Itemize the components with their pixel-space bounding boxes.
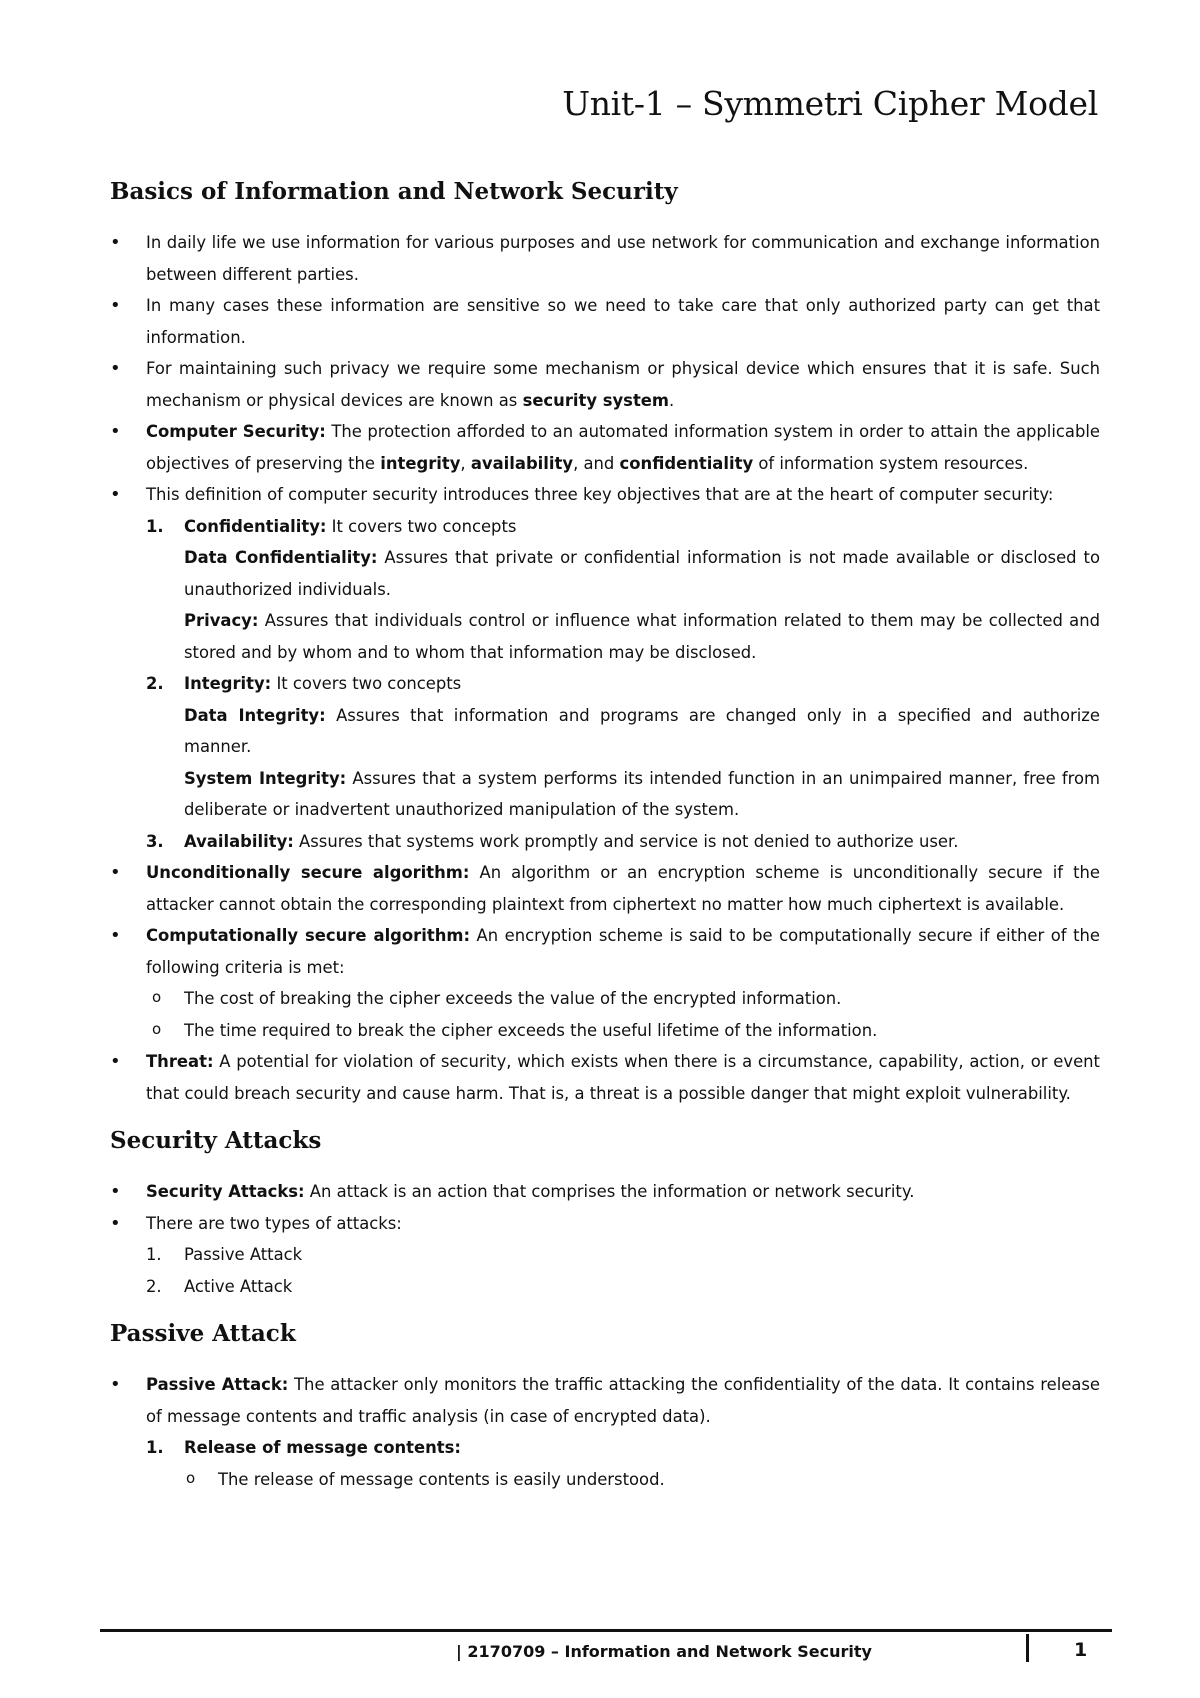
list-item: • In many cases these information are sensitive so we need to take care that only authorized party can get that information. — [110, 290, 1100, 353]
list-item: • Passive Attack: The attacker only monitors the traffic attacking the confidentiality of the data. It contains release of message contents and traffic analysis (in case of encrypted data). — [110, 1369, 1100, 1432]
list-item: • For maintaining such privacy we require some mechanism or physical device which ensures that it is safe. Such mechanism or physical devices are known as security system. — [110, 353, 1100, 416]
numbered-item-availability: 3. Availability: Assures that systems work promptly and service is not denied to authorize user. — [146, 831, 959, 851]
list-item: • This definition of computer security introduces three key objectives that are at the heart of computer security: — [110, 479, 1100, 511]
definition-data-integrity: Data Integrity: Assures that information and programs are changed only in a specified and authorize manner. — [184, 705, 1100, 756]
numbered-item-confidentiality: 1. Confidentiality: It covers two concepts — [146, 516, 517, 536]
sub-list-item: o The time required to break the cipher exceeds the useful lifetime of the information. — [110, 1015, 1100, 1047]
list-item: • In daily life we use information for various purposes and use network for communication and exchange information between different parties. — [110, 227, 1100, 290]
page-number: 1 — [1074, 1639, 1088, 1661]
sub-list-item: o The cost of breaking the cipher exceeds the value of the encrypted information. — [110, 983, 1100, 1015]
list-item: • Computationally secure algorithm: An encryption scheme is said to be computationally secure if either of the following criteria is met: — [110, 920, 1100, 983]
footer-separator — [1026, 1634, 1029, 1662]
definition-system-integrity: System Integrity: Assures that a system performs its intended function in an unimpaired manner, free from deliberate or inadvertent unauthorized manipulation of the system. — [184, 768, 1100, 819]
page-title: Unit-1 – Symmetri Cipher Model — [562, 84, 1098, 123]
list-item: • Unconditionally secure algorithm: An algorithm or an encryption scheme is unconditionally secure if the attacker cannot obtain the corresponding plaintext from ciphertext no matter how much ciphertext is available. — [110, 857, 1100, 920]
list-item: • Security Attacks: An attack is an action that comprises the information or network security. — [110, 1176, 1100, 1208]
list-item: • There are two types of attacks: — [110, 1208, 1100, 1240]
section-heading-basics: Basics of Information and Network Security — [110, 178, 678, 205]
footer-divider — [100, 1629, 1112, 1632]
numbered-item: 1. Passive Attack — [146, 1245, 303, 1264]
section-heading-security-attacks: Security Attacks — [110, 1127, 322, 1154]
footer-course: | 2170709 – Information and Network Security — [456, 1642, 872, 1661]
numbered-item: 2. Active Attack — [146, 1276, 293, 1296]
numbered-item: 1. Release of message contents: — [146, 1438, 461, 1457]
section-heading-passive-attack: Passive Attack — [110, 1320, 296, 1347]
document-body — [110, 178, 1100, 1495]
definition-privacy: Privacy: Assures that individuals control or influence what information related to them may be collected and stored and by whom and to whom that information may be disclosed. — [184, 611, 1100, 662]
numbered-item-integrity: 2. Integrity: It covers two concepts — [146, 674, 462, 693]
list-item: • Threat: A potential for violation of security, which exists when there is a circumstance, capability, action, or event that could breach security and cause harm. That is, a threat is a possible danger that might exploit vulnerability. — [110, 1046, 1100, 1109]
sub-list-item: o The release of message contents is easily understood. — [110, 1464, 1100, 1496]
definition-data-confidentiality: Data Confidentiality: Assures that private or confidential information is not made available or disclosed to unauthorized individuals. — [184, 548, 1100, 599]
list-item: • Computer Security: The protection afforded to an automated information system in order to attain the applicable objectives of preserving the integrity, availability, and confidentiality of information system resources. — [110, 416, 1100, 479]
